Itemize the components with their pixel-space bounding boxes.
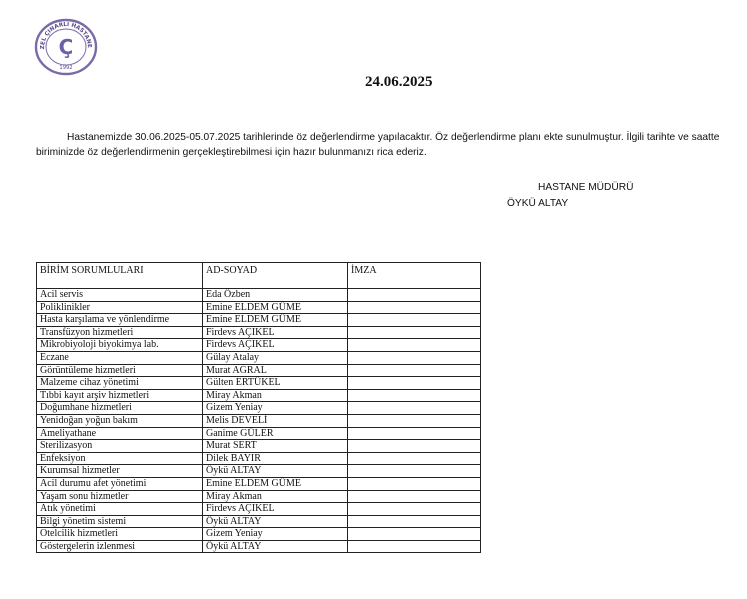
signature-cell[interactable] xyxy=(348,465,481,478)
signature-cell[interactable] xyxy=(348,452,481,465)
table-row xyxy=(37,377,481,390)
table-row xyxy=(37,414,481,427)
table-row xyxy=(37,452,481,465)
signature-cell[interactable] xyxy=(348,314,481,327)
signature-cell[interactable] xyxy=(348,339,481,352)
unit-cell: Transfüzyon hizmetleri xyxy=(37,326,203,339)
signature-cell[interactable] xyxy=(348,427,481,440)
name-cell: Murat AĞRAL xyxy=(203,364,348,377)
unit-cell: Malzeme cihaz yönetimi xyxy=(37,377,203,390)
signature-cell[interactable] xyxy=(348,440,481,453)
unit-cell: Göstergelerin izlenmesi xyxy=(37,540,203,553)
table-row xyxy=(37,528,481,541)
name-cell: Firdevs AÇIKEL xyxy=(203,503,348,516)
table-row xyxy=(37,351,481,364)
table-row xyxy=(37,402,481,415)
signature-cell[interactable] xyxy=(348,351,481,364)
unit-cell: Eczane xyxy=(37,351,203,364)
signature-cell[interactable] xyxy=(348,503,481,516)
signature-cell[interactable] xyxy=(348,402,481,415)
unit-cell: Yenidoğan yoğun bakım xyxy=(37,414,203,427)
table-row xyxy=(37,339,481,352)
name-cell: Öykü ALTAY xyxy=(203,540,348,553)
name-cell: Öykü ALTAY xyxy=(203,465,348,478)
unit-cell: Yaşam sonu hizmetler xyxy=(37,490,203,503)
name-cell: Gizem Yeniay xyxy=(203,528,348,541)
signature-cell[interactable] xyxy=(348,490,481,503)
unit-cell: Kurumsal hizmetler xyxy=(37,465,203,478)
table-row xyxy=(37,515,481,528)
name-cell: Gizem Yeniay xyxy=(203,402,348,415)
table-row xyxy=(37,289,481,302)
table-row xyxy=(37,465,481,478)
name-cell: Öykü ALTAY xyxy=(203,515,348,528)
table-row xyxy=(37,389,481,402)
header-unit: BİRİM SORUMLULARI xyxy=(37,263,203,289)
name-cell: Melis DEVELİ xyxy=(203,414,348,427)
document-date: 24.06.2025 xyxy=(365,74,433,90)
logo-year: 1992 xyxy=(59,65,73,71)
table-row xyxy=(37,440,481,453)
unit-cell: Enfeksiyon xyxy=(37,452,203,465)
unit-cell: Tıbbi kayıt arşiv hizmetleri xyxy=(37,389,203,402)
signature-cell[interactable] xyxy=(348,414,481,427)
signature-name: ÖYKÜ ALTAY xyxy=(507,198,569,209)
unit-cell: Sterilizasyon xyxy=(37,440,203,453)
name-cell: Murat SERT xyxy=(203,440,348,453)
unit-cell: Mikrobiyoloji biyokimya lab. xyxy=(37,339,203,352)
signature-cell[interactable] xyxy=(348,301,481,314)
logo-text: ZEL ÇINARLI HASTANE xyxy=(39,21,93,50)
unit-cell: Acil servis xyxy=(37,289,203,302)
table-row xyxy=(37,364,481,377)
signature-cell[interactable] xyxy=(348,515,481,528)
table-row xyxy=(37,540,481,553)
announcement-text: Hastanemizde 30.06.2025-05.07.2025 tarihlerinde öz değerlendirme yapılacaktır. Öz değerlendirme planı ekte sunulmuştur. İlgili tarihte ve saatte biriminizde öz değerlendirmenin gerçekleştirebilmesi için hazır bulunmanızı rica ederiz. xyxy=(36,132,720,158)
table-header-row xyxy=(37,263,481,289)
signature-cell[interactable] xyxy=(348,364,481,377)
name-cell: Ganime GÜLER xyxy=(203,427,348,440)
unit-cell: Acil durumu afet yönetimi xyxy=(37,477,203,490)
signature-cell[interactable] xyxy=(348,377,481,390)
unit-cell: Otelcilik hizmetleri xyxy=(37,528,203,541)
signature-cell[interactable] xyxy=(348,540,481,553)
signature-cell[interactable] xyxy=(348,528,481,541)
table-row xyxy=(37,314,481,327)
unit-cell: Doğumhane hizmetleri xyxy=(37,402,203,415)
announcement-paragraph xyxy=(36,130,736,160)
name-cell: Firdevs AÇIKEL xyxy=(203,339,348,352)
name-cell: Gülten ERTÜKEL xyxy=(203,377,348,390)
signature-cell[interactable] xyxy=(348,477,481,490)
unit-cell: Hasta karşılama ve yönlendirme xyxy=(37,314,203,327)
signature-title: HASTANE MÜDÜRÜ xyxy=(538,182,634,193)
signature-cell[interactable] xyxy=(348,289,481,302)
table-row xyxy=(37,490,481,503)
name-cell: Miray Akman xyxy=(203,389,348,402)
header-name: AD-SOYAD xyxy=(203,263,348,289)
unit-cell: Görüntüleme hizmetleri xyxy=(37,364,203,377)
name-cell: Gülay Atalay xyxy=(203,351,348,364)
unit-cell: Atık yönetimi xyxy=(37,503,203,516)
unit-cell: Ameliyathane xyxy=(37,427,203,440)
unit-cell: Poliklinikler xyxy=(37,301,203,314)
header-signature: İMZA xyxy=(348,263,481,289)
table-row xyxy=(37,427,481,440)
hospital-logo xyxy=(34,18,98,76)
name-cell: Emine ELDEM GÜME xyxy=(203,477,348,490)
name-cell: Miray Akman xyxy=(203,490,348,503)
signature-cell[interactable] xyxy=(348,326,481,339)
responsibility-table xyxy=(36,262,481,553)
signature-cell[interactable] xyxy=(348,389,481,402)
name-cell: Dilek BAYIR xyxy=(203,452,348,465)
logo-letter: Ç xyxy=(58,35,74,59)
name-cell: Firdevs AÇIKEL xyxy=(203,326,348,339)
name-cell: Emine ELDEM GÜME xyxy=(203,301,348,314)
table-row xyxy=(37,301,481,314)
unit-cell: Bilgi yönetim sistemi xyxy=(37,515,203,528)
table-row xyxy=(37,326,481,339)
table-row xyxy=(37,477,481,490)
name-cell: Emine ELDEM GÜME xyxy=(203,314,348,327)
name-cell: Eda Özben xyxy=(203,289,348,302)
table-row xyxy=(37,503,481,516)
